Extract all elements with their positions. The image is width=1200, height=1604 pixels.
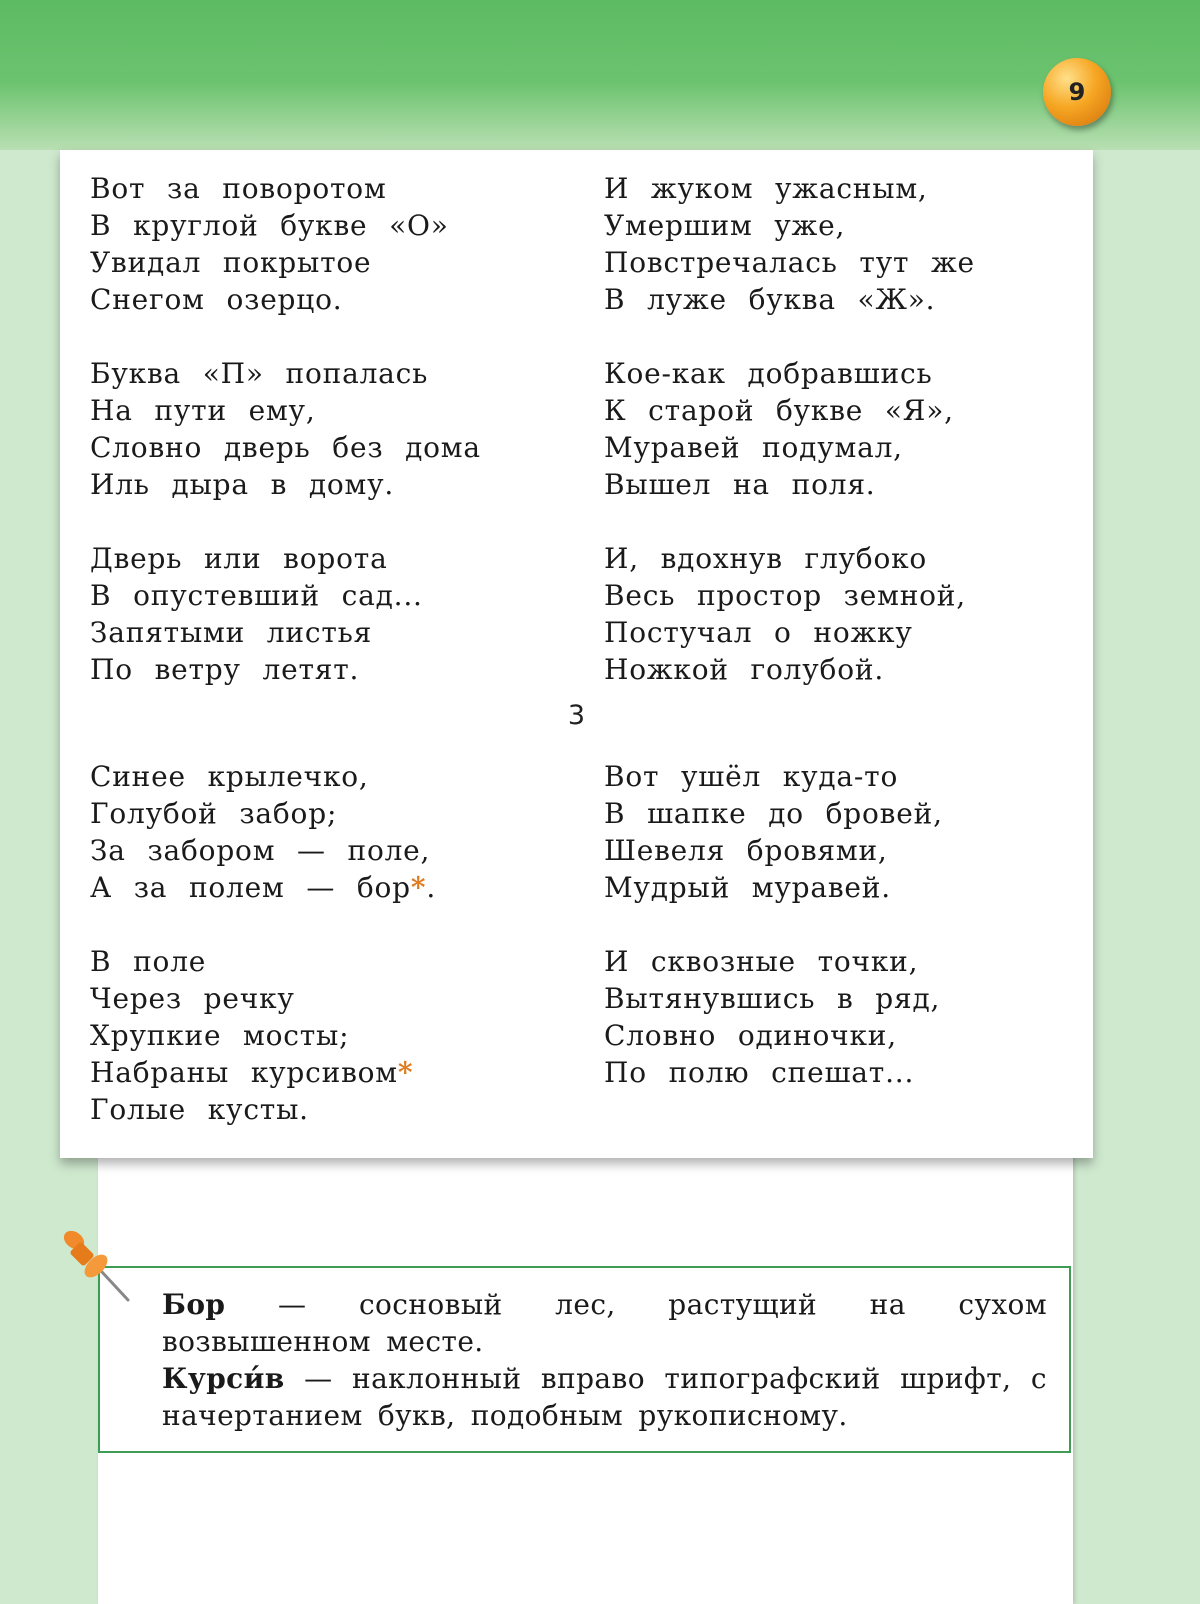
poem-line: Мудрый муравей. [604, 871, 891, 904]
footnote-asterisk-icon: * [410, 871, 427, 904]
poem-line: Вытянувшись в ряд, [604, 982, 941, 1015]
poem-line [90, 869, 436, 906]
header-band [0, 0, 1200, 150]
poem-line: В круглой букве «О» [90, 209, 449, 242]
poem-line: Иль дыра в дому. [90, 468, 395, 501]
poem-line: И жуком ужасным, [604, 172, 928, 205]
section-number: 3 [567, 700, 586, 731]
stanza [604, 355, 975, 503]
definition-term: Бор [162, 1288, 226, 1321]
poem-line: В шапке до бровей, [604, 797, 943, 830]
stanza [604, 943, 943, 1091]
definition-kursiv [162, 1360, 1047, 1434]
poem-line: Запятыми листья [90, 616, 373, 649]
poem-line: Умершим уже, [604, 209, 846, 242]
poem-line: Через речку [90, 982, 295, 1015]
poem-line-end: . [426, 871, 437, 904]
poem-line-text: А за полем — бор [90, 871, 411, 904]
poem-line: В поле [90, 945, 207, 978]
stanza [604, 170, 975, 318]
poem-line: Словно дверь без дома [90, 431, 481, 464]
poem-line: Увидал покрытое [90, 246, 372, 279]
poem-line: Муравей подумал, [604, 431, 903, 464]
poem-line: Шевеля бровями, [604, 834, 888, 867]
poem-line: Словно одиночки, [604, 1019, 897, 1052]
stanza [604, 758, 943, 906]
poem-line: Кое-как добравшись [604, 357, 933, 390]
poem-line: Постучал о ножку [604, 616, 913, 649]
poem-line: На пути ему, [90, 394, 316, 427]
poem-line: И, вдохнув глубоко [604, 542, 928, 575]
definition-text [162, 1286, 1047, 1434]
poem-column-right-bottom [604, 758, 943, 1128]
poem-line: Голые кусты. [90, 1093, 309, 1126]
definition-body: — сосновый лес, растущий на сухом возвышенном месте. [162, 1288, 1047, 1358]
definition-body: — наклонный вправо типографский шрифт, с начертанием букв, подобным рукописному. [162, 1362, 1047, 1432]
poem-line: Синее крылечко, [90, 760, 369, 793]
stanza [90, 170, 481, 318]
poem-line: По полю спешат... [604, 1056, 915, 1089]
poem-line-text: Набраны курсивом [90, 1056, 398, 1089]
poem-column-left-top [90, 170, 481, 725]
poem-line: Ножкой голубой. [604, 653, 885, 686]
poem-line: К старой букве «Я», [604, 394, 954, 427]
poem-card [60, 150, 1093, 1158]
poem-line: Снегом озерцо. [90, 283, 343, 316]
poem-line: В луже буква «Ж». [604, 283, 936, 316]
poem-line [90, 1054, 436, 1091]
poem-line: Буква «П» попалась [90, 357, 429, 390]
definition-bor [162, 1286, 1047, 1360]
page-number-badge: 9 [1043, 58, 1111, 126]
poem-line: Весь простор земной, [604, 579, 966, 612]
definition-term: Курси́в [162, 1362, 285, 1395]
poem-column-right-top [604, 170, 975, 725]
pushpin-icon [58, 1228, 138, 1308]
poem-line: Вот ушёл куда-то [604, 760, 899, 793]
poem-line: Голубой забор; [90, 797, 338, 830]
footnote-asterisk-icon: * [397, 1056, 414, 1089]
stanza [604, 540, 975, 688]
stanza [90, 758, 436, 906]
poem-line: Вышел на поля. [604, 468, 876, 501]
poem-line: Дверь или ворота [90, 542, 388, 575]
poem-line: По ветру летят. [90, 653, 360, 686]
stanza [90, 355, 481, 503]
poem-column-left-bottom [90, 758, 436, 1165]
poem-line: Повстречалась тут же [604, 246, 975, 279]
poem-line: В опустевший сад... [90, 579, 423, 612]
poem-line: Вот за поворотом [90, 172, 387, 205]
stanza [90, 540, 481, 688]
stanza [90, 943, 436, 1128]
poem-line: Хрупкие мосты; [90, 1019, 350, 1052]
poem-line: И сквозные точки, [604, 945, 919, 978]
poem-line: За забором — поле, [90, 834, 431, 867]
definition-box [98, 1266, 1071, 1453]
